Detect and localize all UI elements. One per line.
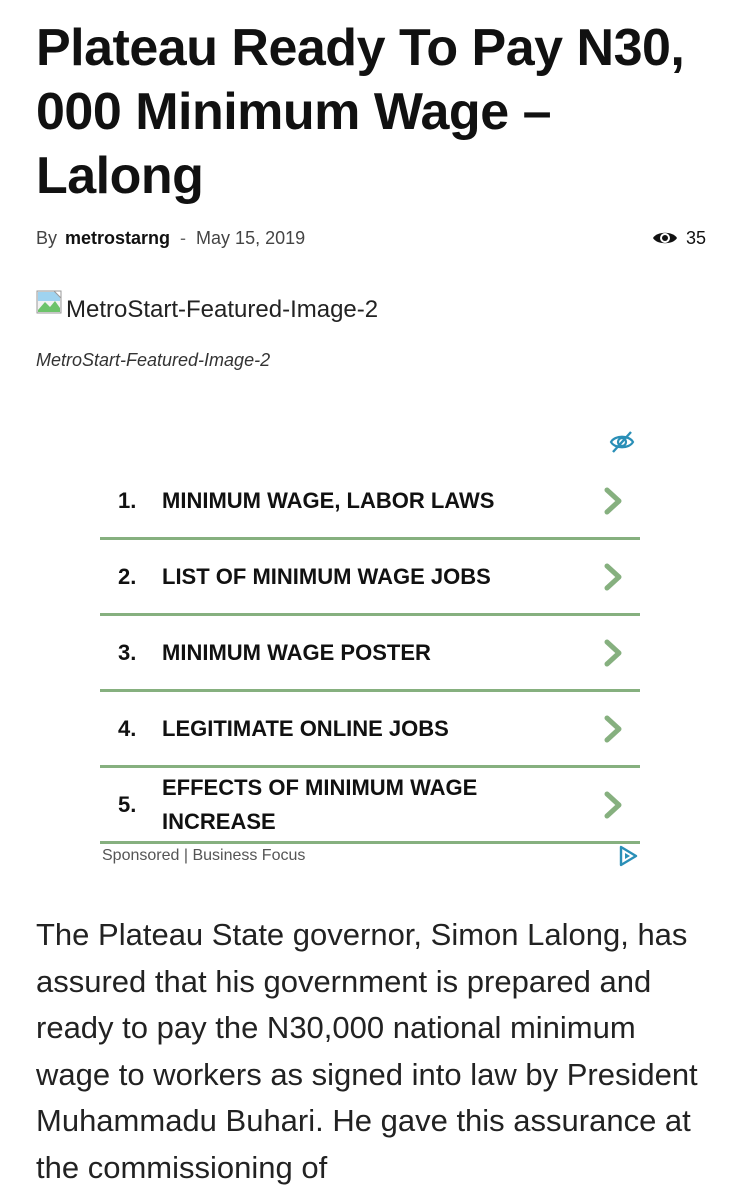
ad-link-item[interactable] (100, 464, 640, 540)
ad-item-label: LIST OF MINIMUM WAGE JOBS (162, 563, 491, 589)
featured-image-caption: MetroStart-Featured-Image-2 (36, 350, 271, 370)
chevron-right-icon (602, 562, 626, 592)
featured-image (36, 290, 378, 330)
chevron-right-icon (602, 638, 626, 668)
ad-item-number: 2. (118, 563, 137, 589)
article-meta (36, 224, 706, 252)
article-body-paragraph: The Plateau State governor, Simon Lalong, has assured that his government is prepared and ready to pay the N30,000 national minimum wage to workers as signed into law by President Muhammadu Buhari. He gave this assurance at the commissioning of (36, 917, 698, 1185)
ad-item-label: MINIMUM WAGE POSTER (162, 639, 431, 665)
ad-footer (102, 844, 640, 868)
ad-link-item[interactable] (100, 540, 640, 616)
adchoices-play-icon[interactable] (616, 844, 640, 868)
by-label: By (36, 227, 58, 248)
ad-link-item[interactable] (100, 768, 640, 844)
ad-item-label: EFFECTS OF MINIMUM WAGE INCREASE (162, 774, 478, 834)
ad-link-list (100, 464, 640, 844)
article-headline: Plateau Ready To Pay N30, 000 Minimum Wage – Lalong (36, 19, 685, 205)
ad-link-item[interactable] (100, 692, 640, 768)
featured-image-alt: MetroStart-Featured-Image-2 (66, 296, 379, 323)
sponsor-label[interactable]: Sponsored | Business Focus (102, 847, 306, 864)
publish-date: May 15, 2019 (196, 227, 306, 248)
chevron-right-icon (602, 714, 626, 744)
ad-item-number: 4. (118, 715, 137, 741)
ad-item-number: 1. (118, 487, 137, 513)
ad-item-number: 3. (118, 639, 137, 665)
broken-image-icon (36, 290, 66, 318)
author-link[interactable]: metrostarng (65, 227, 171, 248)
chevron-right-icon (602, 790, 626, 820)
sponsored-ad-unit (100, 420, 642, 872)
eye-slash-icon[interactable] (608, 428, 636, 456)
ad-item-number: 5. (118, 791, 137, 817)
view-count (652, 228, 706, 249)
ad-item-label: MINIMUM WAGE, LABOR LAWS (162, 487, 495, 513)
view-count-value: 35 (685, 227, 706, 248)
ad-link-item[interactable] (100, 616, 640, 692)
eye-icon (652, 229, 678, 247)
chevron-right-icon (602, 486, 626, 516)
meta-separator: - (180, 227, 187, 248)
ad-item-label: LEGITIMATE ONLINE JOBS (162, 715, 449, 741)
